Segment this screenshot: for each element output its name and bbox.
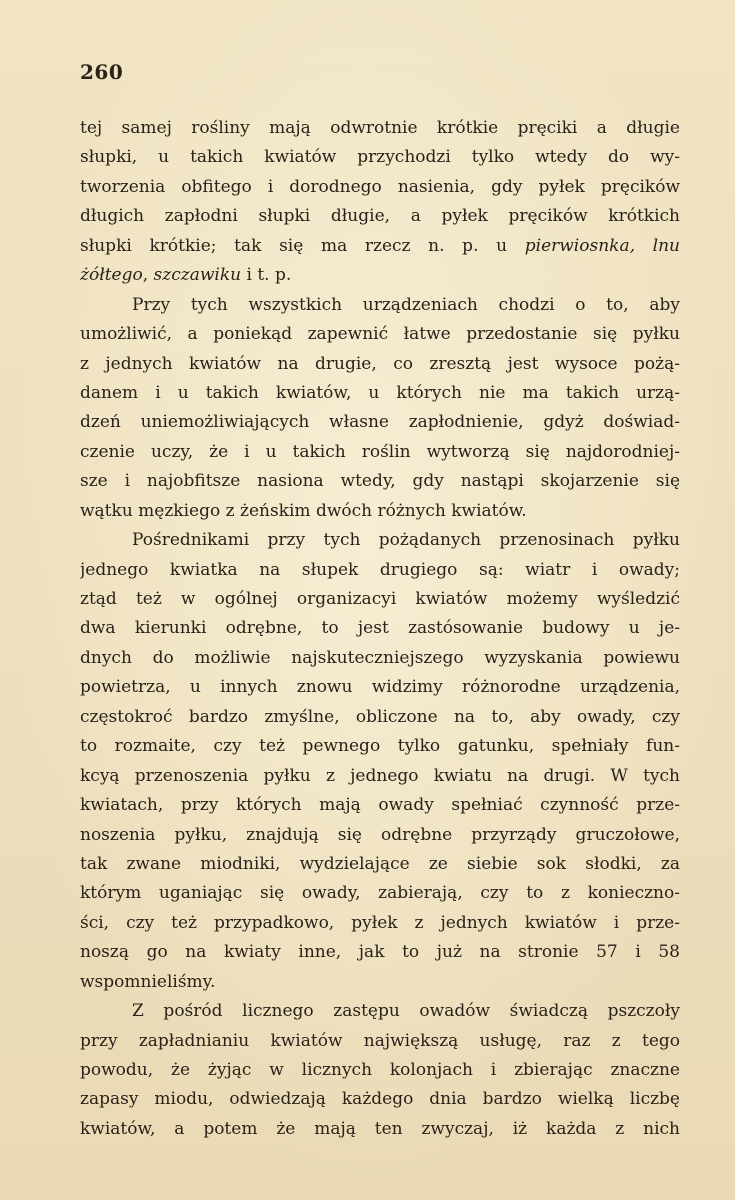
- text-line: [80, 232, 680, 261]
- text-line: ści, czy też przypadkowo, pyłek z jednych kwiatów i prze-: [80, 912, 680, 933]
- text-line: kcyą przenoszenia pyłku z jednego kwiatu na drugi. W tych: [80, 765, 680, 786]
- text-line: tej samej rośliny mają odwrotnie krótkie pręciki a długie: [80, 118, 680, 138]
- text-line: noszą go na kwiaty inne, jak to już na stronie 57 i 58: [80, 942, 680, 963]
- text-line: ztąd też w ogólnej organizacyi kwiatów możemy wyśledzić: [80, 589, 680, 609]
- text-line: umożliwić, a poniekąd zapewnić łatwe przedostanie się pyłku: [80, 324, 680, 345]
- text-line: kwiatach, przy których mają owady spełniać czynność prze-: [80, 795, 680, 816]
- italic-term: żółtego: [80, 265, 143, 286]
- text-line: przy zapładnianiu kwiatów największą usługę, raz z tego: [80, 1030, 680, 1051]
- text-line: sze i najobfitsze nasiona wtedy, gdy nastąpi skojarzenie się: [80, 471, 680, 492]
- italic-term: pierwiosnka, lnu: [524, 235, 680, 256]
- text-line: czenie uczy, że i u takich roślin wytworzą się najdorodniej-: [80, 441, 680, 462]
- text-line: z jednych kwiatów na drugie, co zresztą jest wysoce pożą-: [80, 353, 680, 374]
- text-line: tak zwane miodniki, wydzielające ze siebie sok słodki, za: [80, 853, 680, 874]
- text-line: noszenia pyłku, znajdują się odrębne przyrządy gruczołowe,: [80, 824, 680, 845]
- paragraph-start: Z pośród licznego zastępu owadów świadczą pszczoły: [132, 1001, 680, 1022]
- text-line: dzeń uniemożliwiających własne zapłodnienie, gdyż doświad-: [80, 412, 680, 433]
- line-text: i t. p.: [241, 265, 292, 286]
- italic-term: szczawiku: [153, 265, 242, 286]
- text-line: dnych do możliwie najskuteczniejszego wyzyskania powiewu: [80, 647, 680, 668]
- body-text: [80, 114, 680, 1144]
- page-number: 260: [80, 60, 124, 84]
- text-line: powodu, że żyjąc w licznych kolonjach i zbierając znaczne: [80, 1060, 680, 1080]
- line-text: ,: [142, 265, 154, 286]
- line-text: słupki krótkie; tak się ma rzecz n. p. u: [80, 235, 525, 256]
- text-line: zapasy miodu, odwiedzają każdego dnia bardzo wielką liczbę: [80, 1089, 680, 1110]
- text-line: kwiatów, a potem że mają ten zwyczaj, iż każda z nich: [80, 1118, 680, 1139]
- text-line: wątku męzkiego z żeńskim dwóch różnych kwiatów.: [80, 500, 527, 521]
- text-line: słupki, u takich kwiatów przychodzi tylko wtedy do wy-: [80, 147, 680, 168]
- text-line: dwa kierunki odrębne, to jest zastósowanie budowy u je-: [80, 618, 680, 639]
- text-line: długich zapłodni słupki długie, a pyłek pręcików krótkich: [80, 206, 680, 227]
- text-line: częstokroć bardzo zmyślne, obliczone na to, aby owady, czy: [80, 706, 680, 727]
- text-line: którym uganiając się owady, zabierają, czy to z konieczno-: [80, 883, 680, 904]
- paragraph-start: Przy tych wszystkich urządzeniach chodzi o to, aby: [132, 294, 680, 315]
- text-line: to rozmaite, czy też pewnego tylko gatunku, spełniały fun-: [80, 736, 680, 757]
- text-line: tworzenia obfitego i dorodnego nasienia, gdy pyłek pręcików: [80, 176, 680, 197]
- text-line: wspomnieliśmy.: [80, 971, 216, 992]
- paragraph-start: Pośrednikami przy tych pożądanych przenosinach pyłku: [132, 530, 680, 551]
- text-line: jednego kwiatka na słupek drugiego są: wiatr i owady;: [80, 559, 680, 580]
- text-line: powietrza, u innych znowu widzimy różnorodne urządzenia,: [80, 677, 680, 698]
- text-line: [80, 261, 680, 290]
- text-line: danem i u takich kwiatów, u których nie ma takich urzą-: [80, 382, 680, 403]
